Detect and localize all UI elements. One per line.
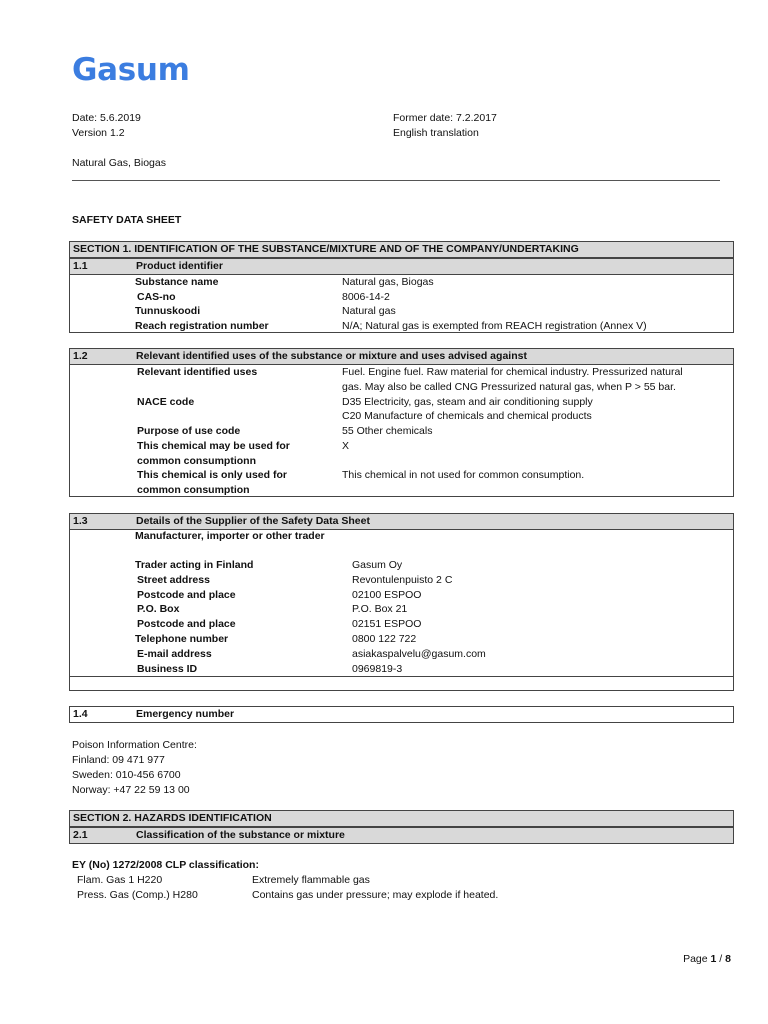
section1-4-header xyxy=(69,706,734,723)
may-use-label-1: This chemical may be used for xyxy=(137,440,290,452)
section1-2-num: 1.2 xyxy=(73,350,88,362)
section2-1-num: 2.1 xyxy=(73,829,88,841)
section2-header xyxy=(69,810,734,827)
trader-label: Trader acting in Finland xyxy=(135,559,254,571)
uses-value-2: gas. May also be called CNG Pressurized natural gas, when P > 55 bar. xyxy=(342,381,676,393)
only-use-label-2: common consumption xyxy=(137,484,250,496)
version-text: Version 1.2 xyxy=(72,127,125,139)
street-value: Revontulenpuisto 2 C xyxy=(352,574,453,586)
clp-text: Contains gas under pressure; may explode if heated. xyxy=(252,889,499,901)
date-text: Date: 5.6.2019 xyxy=(72,112,141,124)
section1-header xyxy=(69,241,734,258)
nace-value-1: D35 Electricity, gas, steam and air conditioning supply xyxy=(342,396,593,408)
page-current: 1 xyxy=(710,953,717,965)
street-label: Street address xyxy=(137,574,210,586)
gasum-logo: Gasum xyxy=(72,52,190,88)
postcode-label: Postcode and place xyxy=(137,589,236,601)
only-use-value: This chemical in not used for common consumption. xyxy=(342,469,585,481)
section2-1-title: Classification of the substance or mixture xyxy=(136,829,345,841)
may-use-label-2: common consumptionn xyxy=(137,455,256,467)
business-id-value: 0969819-3 xyxy=(352,663,403,675)
section1-3-header xyxy=(69,513,734,530)
emergency-line: Norway: +47 22 59 13 00 xyxy=(72,784,190,796)
uses-label: Relevant identified uses xyxy=(137,366,258,378)
translation-text: English translation xyxy=(393,127,479,139)
postcode-value: 02100 ESPOO xyxy=(352,589,422,601)
clp-text: Extremely flammable gas xyxy=(252,874,370,886)
clp-code: Press. Gas (Comp.) H280 xyxy=(77,889,198,901)
email-value[interactable]: asiakaspalvelu@gasum.com xyxy=(352,648,486,660)
former-date-text: Former date: 7.2.2017 xyxy=(393,112,497,124)
emergency-line: Poison Information Centre: xyxy=(72,739,197,751)
emergency-line: Finland: 09 471 977 xyxy=(72,754,165,766)
section1-4-title: Emergency number xyxy=(136,708,235,720)
business-id-label: Business ID xyxy=(137,663,198,675)
clp-title: EY (No) 1272/2008 CLP classification: xyxy=(72,859,259,871)
section1-1-num: 1.1 xyxy=(73,260,88,272)
cas-value: 8006-14-2 xyxy=(342,291,390,303)
section1-title: SECTION 1. IDENTIFICATION OF THE SUBSTANCE/MIXTURE AND OF THE COMPANY/UNDERTAKING xyxy=(73,243,579,255)
section1-3-divider xyxy=(69,676,734,677)
page-number xyxy=(683,952,731,966)
cas-label: CAS-no xyxy=(137,291,176,303)
email-label: E-mail address xyxy=(137,648,212,660)
purpose-label: Purpose of use code xyxy=(137,425,241,437)
postcode2-value: 02151 ESPOO xyxy=(352,618,422,630)
product-line-text: Natural Gas, Biogas xyxy=(72,157,166,169)
nace-value-2: C20 Manufacture of chemicals and chemical products xyxy=(342,410,592,422)
tunnuskoodi-value: Natural gas xyxy=(342,305,396,317)
may-use-value: X xyxy=(342,440,350,452)
section1-4-num: 1.4 xyxy=(73,708,88,720)
reach-value: N/A; Natural gas is exempted from REACH registration (Annex V) xyxy=(342,320,647,332)
postcode2-label: Postcode and place xyxy=(137,618,236,630)
reach-label: Reach registration number xyxy=(135,320,269,332)
only-use-label-1: This chemical is only used for xyxy=(137,469,287,481)
clp-code: Flam. Gas 1 H220 xyxy=(77,874,163,886)
doc-title: SAFETY DATA SHEET xyxy=(72,214,182,226)
emergency-line: Sweden: 010-456 6700 xyxy=(72,769,181,781)
substance-name-value: Natural gas, Biogas xyxy=(342,276,434,288)
section1-3-title: Details of the Supplier of the Safety Data Sheet xyxy=(136,515,370,527)
section1-2-title: Relevant identified uses of the substance or mixture and uses advised against xyxy=(136,350,527,362)
uses-value-1: Fuel. Engine fuel. Raw material for chemical industry. Pressurized natural xyxy=(342,366,683,378)
po-box-value: P.O. Box 21 xyxy=(352,603,408,615)
po-box-label: P.O. Box xyxy=(137,603,180,615)
header-divider xyxy=(72,180,720,181)
supplier-subtitle: Manufacturer, importer or other trader xyxy=(135,530,325,542)
section2-title: SECTION 2. HAZARDS IDENTIFICATION xyxy=(73,812,272,824)
page-total: 8 xyxy=(725,953,731,965)
section1-1-header xyxy=(69,258,734,275)
telephone-value: 0800 122 722 xyxy=(352,633,417,645)
section1-2-header xyxy=(69,348,734,365)
page-separator: / xyxy=(716,953,726,965)
section1-1-title: Product identifier xyxy=(136,260,223,272)
section2-1-header xyxy=(69,827,734,844)
trader-value: Gasum Oy xyxy=(352,559,403,571)
purpose-value: 55 Other chemicals xyxy=(342,425,433,437)
telephone-label: Telephone number xyxy=(135,633,229,645)
tunnuskoodi-label: Tunnuskoodi xyxy=(135,305,201,317)
nace-label: NACE code xyxy=(137,396,195,408)
page-prefix: Page xyxy=(683,953,711,965)
section1-3-num: 1.3 xyxy=(73,515,88,527)
substance-name-label: Substance name xyxy=(135,276,219,288)
